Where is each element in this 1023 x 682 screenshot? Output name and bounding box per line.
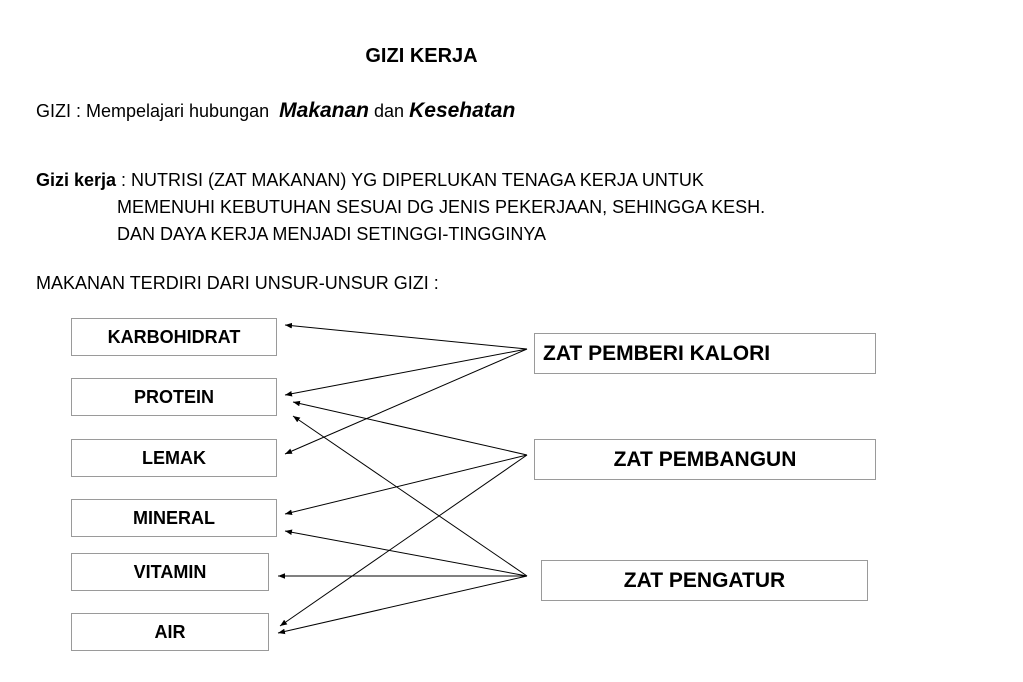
arrow-zat-pembangun-to-mineral [285, 455, 527, 514]
function-label: ZAT PEMBANGUN [613, 447, 797, 471]
nutrient-box-lemak [71, 439, 277, 477]
function-label: ZAT PENGATUR [623, 568, 786, 592]
arrow-zat-pembangun-to-air [280, 455, 527, 626]
function-box-pemberi-kalori [534, 333, 876, 374]
arrow-zat-pembangun-to-protein [293, 402, 527, 455]
arrow-zat-pemberi-kalori-to-protein [285, 349, 527, 395]
arrow-zat-pemberi-kalori-to-lemak [285, 349, 527, 454]
definition-connector: dan [374, 101, 405, 121]
nutrient-box-karbohidrat [71, 318, 277, 356]
function-box-pengatur [541, 560, 868, 601]
definition-word-makanan: Makanan [279, 99, 370, 122]
arrow-zat-pengatur-to-protein [293, 416, 527, 576]
gizi-kerja-line1: : NUTRISI (ZAT MAKANAN) YG DIPERLUKAN TENAGA KERJA UNTUK [116, 170, 704, 190]
arrow-zat-pengatur-to-air [278, 576, 527, 633]
gizi-kerja-line2: MEMENUHI KEBUTUHAN SESUAI DG JENIS PEKERJAAN, SEHINGGA KESH. [117, 197, 766, 217]
function-box-pembangun [534, 439, 876, 480]
arrow-zat-pengatur-to-mineral [285, 531, 527, 576]
makanan-heading: MAKANAN TERDIRI DARI UNSUR-UNSUR GIZI : [36, 273, 439, 293]
nutrient-label: LEMAK [142, 447, 206, 468]
nutrient-box-vitamin [71, 553, 269, 591]
nutrient-box-air [71, 613, 269, 651]
arrow-zat-pemberi-kalori-to-karbohidrat [285, 325, 527, 349]
nutrient-box-protein [71, 378, 277, 416]
nutrient-label: VITAMIN [133, 561, 207, 582]
nutrient-label: AIR [154, 621, 186, 642]
function-label: ZAT PEMBERI KALORI [543, 341, 771, 365]
definition-prefix: GIZI : Mempelajari hubungan [36, 101, 270, 121]
nutrient-label: MINERAL [133, 507, 215, 528]
gizi-kerja-term: Gizi kerja [36, 170, 117, 190]
page-title: GIZI KERJA [365, 45, 478, 67]
nutrient-label: PROTEIN [133, 386, 214, 407]
nutrient-box-mineral [71, 499, 277, 537]
gizi-kerja-line3: DAN DAYA KERJA MENJADI SETINGGI-TINGGINYA [117, 224, 547, 244]
nutrient-label: KARBOHIDRAT [107, 326, 241, 347]
definition-word-kesehatan: Kesehatan [409, 99, 516, 122]
